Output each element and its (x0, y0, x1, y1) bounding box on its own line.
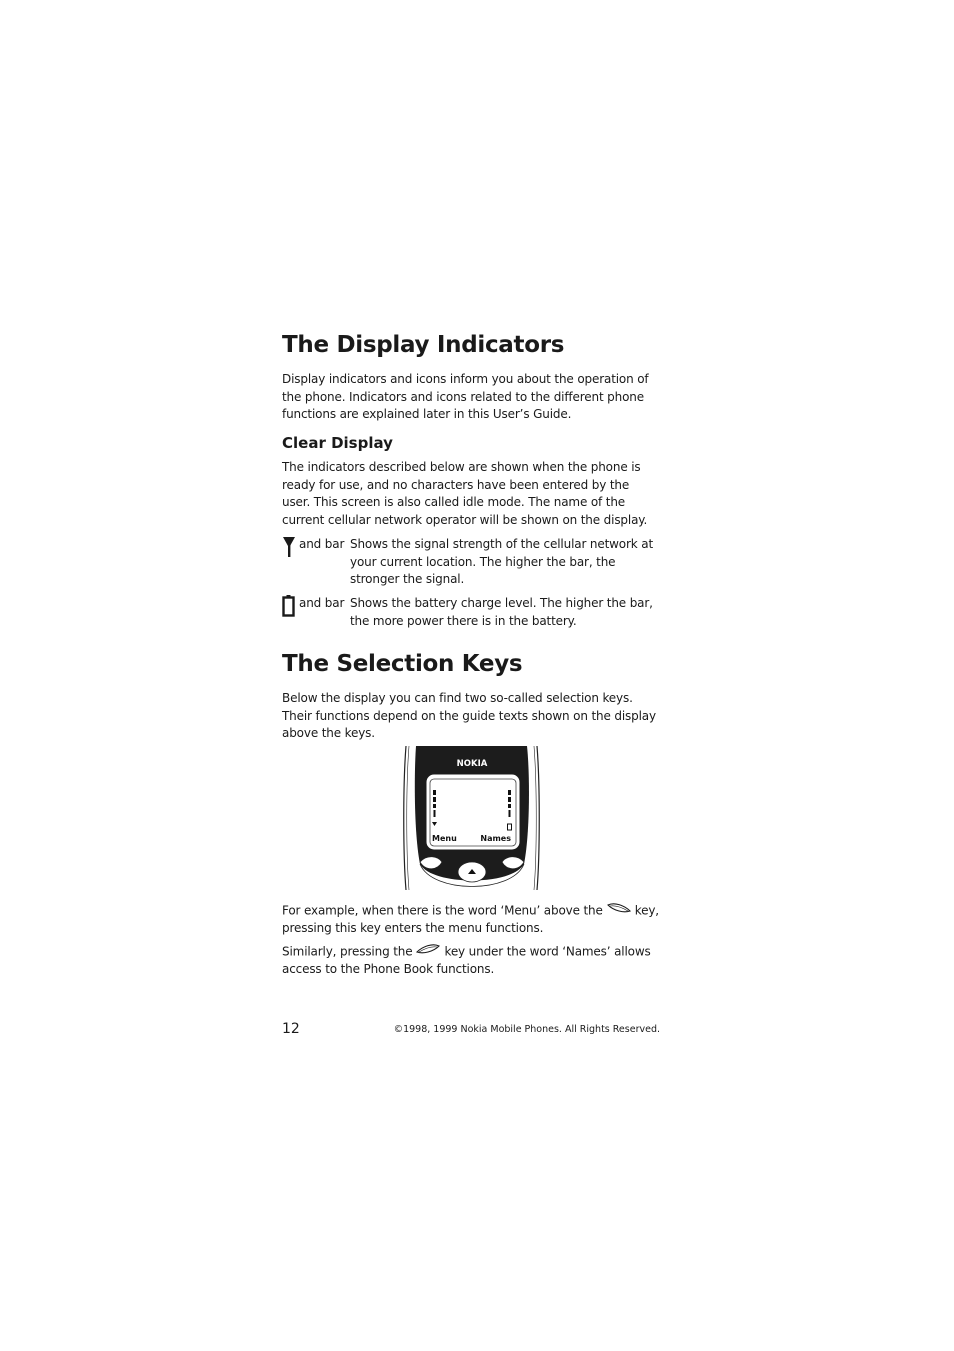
section-title-selection-keys: The Selection Keys (282, 651, 523, 677)
antenna-icon (282, 536, 296, 564)
similar-names-text-b: key under the word ‘Names’ allows access to the Phone Book functions. (282, 944, 651, 976)
page-number: 12 (282, 1021, 300, 1037)
battery-icon (282, 595, 296, 623)
example-menu-paragraph (282, 902, 660, 937)
left-selection-key-icon (606, 902, 632, 920)
phone-brand-logo: NOKIA (456, 759, 488, 769)
softkey-label-menu: Menu (432, 834, 457, 843)
indicator-label: and bar (299, 596, 345, 610)
example-menu-text-b: key, pressing this key enters the menu functions. (282, 903, 659, 935)
clear-display-body: The indicators described below are shown when the phone is ready for use, and no characters have been entered by the user. This screen is also called idle mode. The name of the current cellular network operator will be shown on the display. (282, 460, 648, 527)
subheading-clear-display: Clear Display (282, 434, 393, 452)
similar-names-paragraph (282, 943, 660, 978)
section-title-display-indicators: The Display Indicators (282, 332, 565, 358)
example-menu-text-a: For example, when there is the word ‘Menu’ above the (282, 903, 603, 918)
softkey-label-names: Names (480, 834, 511, 843)
indicator-description: Shows the signal strength of the cellular network at your current location. The higher the bar, the stronger the signal. (350, 537, 654, 587)
copyright-notice: ©1998, 1999 Nokia Mobile Phones. All Rights Reserved. (393, 1024, 660, 1035)
phone-illustration (402, 744, 542, 896)
similar-names-text-a: Similarly, pressing the (282, 944, 413, 959)
right-selection-key-icon (415, 943, 441, 961)
display-indicators-intro: Display indicators and icons inform you about the operation of the phone. Indicators and icons related to the different phone functions are explained later in this User’s Guide. (282, 372, 649, 422)
indicator-label: and bar (299, 537, 345, 551)
indicator-description: Shows the battery charge level. The higher the bar, the more power there is in the battery. (350, 596, 653, 628)
selection-keys-intro: Below the display you can find two so-called selection keys. Their functions depend on the guide texts shown on the display above the keys. (282, 691, 656, 741)
